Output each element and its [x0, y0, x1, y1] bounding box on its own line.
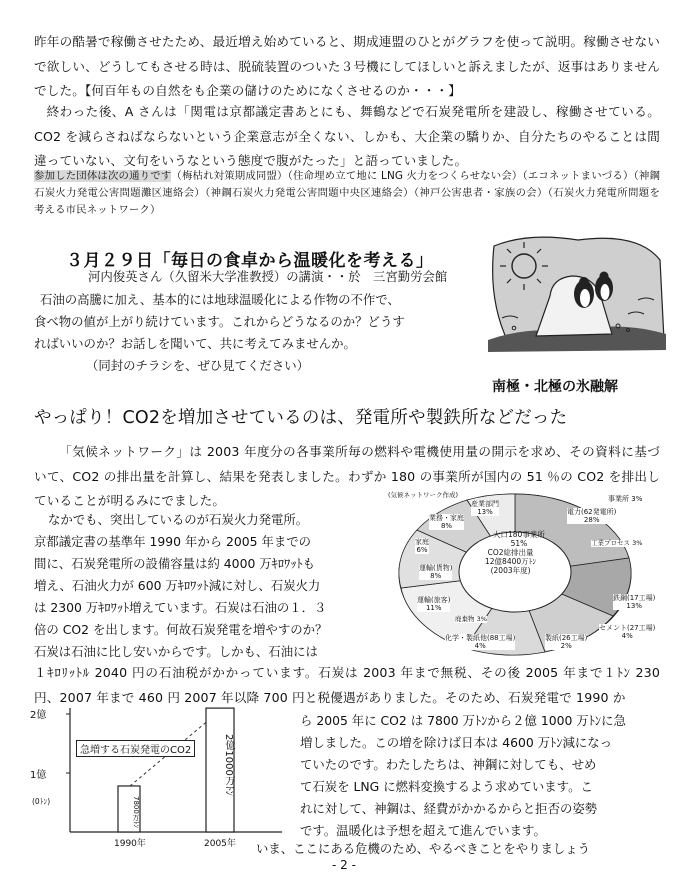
event-line-4: （同封のチラシを、ぜひ見てください）: [86, 358, 310, 373]
bar-value-label: 7800万ﾄﾝ: [132, 796, 140, 828]
pie-slice-label: 鉄鋼(17工場) 13%: [613, 594, 656, 610]
pie-slice-label: 製紙(26工場) 2%: [545, 634, 588, 650]
intro-paragraph-1: 昨年の酷暑で稼働させたため、最近増え始めていると、期成連盟のひとがグラフを使って説明。稼働させないで欲しい、どうしてもさせる時は、脱硫装置のついた３号機にしてほしいと訴えましたが、返事はありませんでした。【何百年もの自然をも企業の儲けのためになくさせるのか・・・】: [34, 34, 660, 98]
groups-label: 参加した団体は次の通りです: [34, 170, 172, 182]
x-tick-label: 2005年: [204, 839, 236, 849]
pie-slice-label: 廃棄物 3%: [455, 615, 487, 623]
event-speaker: 河内俊英さん（久留米大学准教授）の講演・・於 三宮勤労会館: [88, 269, 448, 284]
body-right-line-2: 増しました。この増を除けば日本は 4600 万ﾄﾝ減になっ: [300, 735, 613, 750]
body-line-6: 倍の CO2 を出します。何故石炭発電を増やすのか？: [34, 622, 328, 637]
article-headline: やっぱり！CO2を増加させているのは、発電所や製鉄所などだった: [34, 408, 568, 428]
penguin-illustration: [488, 230, 666, 398]
coal-co2-bar-chart: [30, 700, 292, 858]
body-line-4: 増え、石油火力が 600 万ｷﾛﾜｯﾄ減に対し、石炭火力: [34, 578, 321, 593]
event-line-2: 食べ物の値が上がり続けています。これからどうなるのか？どうす: [34, 314, 405, 329]
pie-slice-label: 産業部門 13%: [471, 500, 499, 516]
event-line-1: 石油の高騰に加え、基本的には地球温暖化による作物の不作で、: [40, 292, 400, 307]
body-right-line-4: て石炭を LNG に燃料変換するよう求めています。こ: [300, 779, 593, 794]
body-paragraph-1: 「気候ネットワーク」は 2003 年度分の各事業所毎の燃料や電機使用量の開示を求め、その資料に基づいて、CO2 の排出量を計算し、結果を発表しました。わずか 180 の事業所が国内の 51 ％の CO2 を排出していることが明るみにでました。: [34, 444, 660, 508]
pie-source-label: (気候ネットワーク作成): [388, 491, 459, 499]
pie-slice-label: 電力(62発電所) 28%: [567, 508, 617, 524]
groups-paragraph: [34, 168, 660, 219]
y-tick-label: 1億: [30, 770, 47, 781]
bar-chart-title: 急増する石炭発電のCO2: [76, 740, 195, 757]
body-line-3: 間に、石炭発電所の設備容量は約 4000 万ｷﾛﾜｯﾄも: [34, 556, 316, 571]
body-line-1: なかでも、突出しているのが石炭火力発電所。: [48, 512, 309, 527]
body-line-7: 石炭は石油に比し安いからです。しかも、石油には: [34, 644, 318, 659]
pie-slice-label: 家庭 6%: [415, 538, 429, 554]
body-paragraph-3: １ｷﾛﾘｯﾄﾙ 2040 円の石油税がかかっています。石炭は 2003 年まで無税、その後 2005 年まで１ﾄﾝ 230 円、2007 年まで 460 円 2007 年以降 700 円と税優遇がありました。そのため、石炭発電で 1990 か: [34, 665, 660, 705]
pie-slice-label: 業務・家庭 8%: [429, 514, 464, 530]
pie-slice-label: 運輸(貨物) 8%: [419, 564, 453, 580]
body-right-line-5: れに対して、神鋼は、経費がかかるからと拒否の姿勢: [300, 801, 598, 816]
pie-slice-label: 事業所 3%: [608, 495, 643, 503]
y-tick-label: 2億: [30, 710, 47, 721]
event-title: 「毎日の食卓から温暖化を考える」: [153, 251, 434, 271]
body-line-5: は 2300 万ｷﾛﾜｯﾄ増えています。石炭は石油の１．３: [34, 600, 327, 615]
pie-slice-label: セメント(27工場) 4%: [599, 624, 656, 640]
event-date: ３月２９日: [66, 251, 154, 271]
pie-big-label: 大口180事業所 51%: [493, 530, 545, 548]
event-line-3: ればいいのか？お話しを聞いて、共に考えてみませんか。: [34, 336, 356, 351]
body-right-line-1: ら 2005 年に CO2 は 7800 万ﾄﾝから２億 1000 万ﾄﾝに急: [300, 713, 626, 728]
co2-pie-chart: [355, 484, 673, 660]
pie-slice-label: 工業プロセス 3%: [591, 539, 643, 547]
pie-center-label: CO2総排出量 12億8400万ﾄﾝ (2003年度): [485, 548, 537, 575]
pie-slice-label: 運輸(旅客) 11%: [417, 596, 451, 612]
body-right-line-6: です。温暖化は予想を超えて進んでいます。: [300, 823, 546, 838]
bar-value-label: 2億1000万ﾄﾝ: [223, 734, 234, 796]
y-tick-label: (0ﾄﾝ): [32, 797, 51, 806]
body-line-2: 京都議定書の基準年 1990 年から 2005 年までの: [34, 534, 312, 549]
body-closing-line: いま、ここにある危機のため、やるべきことをやりましょう: [256, 841, 591, 856]
groups-list: （梅枯れ対策期成同盟）（住命埋め立て地に LNG 火力をつくらせない会）（エコネットまいづる）（神鋼石炭火力発電公害問題灘区連絡会）（神鋼石炭火力発電公害問題中央区連絡会）（神戸公害患者・家族の会）（石炭火力発電所問題を考える市民ネットワーク）: [34, 170, 660, 216]
pie-slice-label: 化学・製紙他(88工場) 4%: [445, 634, 516, 650]
x-tick-label: 1990年: [114, 839, 146, 849]
body-right-line-3: ていたのです。わたしたちは、神鋼に対しても、せめ: [300, 757, 597, 772]
page-number: - 2 -: [332, 858, 356, 872]
illustration-caption: 南極・北極の氷融解: [492, 379, 618, 395]
intro-paragraph-2: 終わった後、A さんは「関電は京都議定書あとにも、舞鶴などで石炭発電所を建設し、稼働させている。CO2 を減らさねばならないという企業意志が全くない、しかも、大企業の驕りか、自分たちのやることは間違っていない、文句をいうなという態度で腹がたった」と語っていました。: [34, 104, 660, 168]
